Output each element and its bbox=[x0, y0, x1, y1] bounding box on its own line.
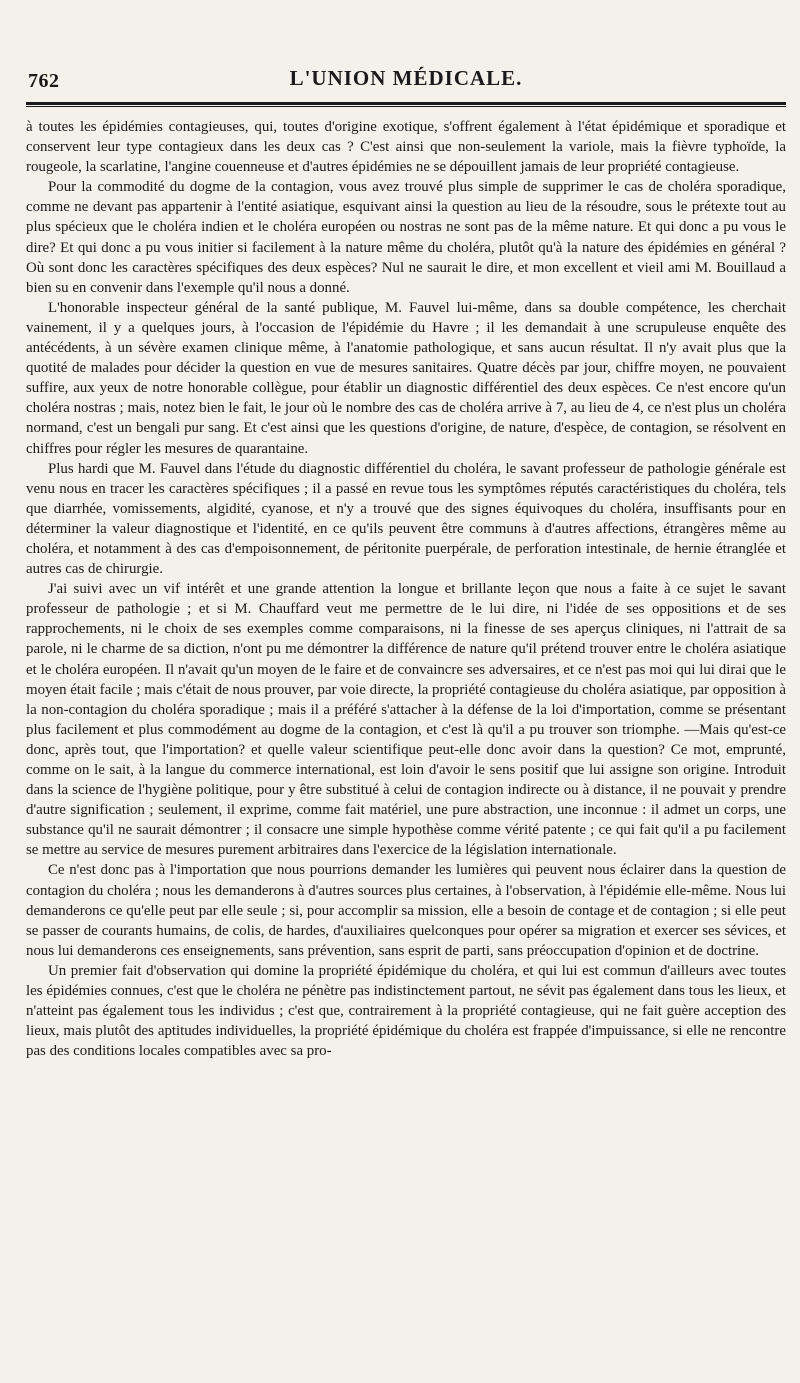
article-body bbox=[26, 117, 786, 1061]
paragraph: J'ai suivi avec un vif intérêt et une grande attention la longue et brillante leçon que nous a faite à ce sujet le savant professeur de pathologie ; et si M. Chauffard veut me permettre de le lui dire, ni l'idée de ses oppositions et de ses rapprochements, ni le choix de ses exemples comme comparaisons, ni la finesse de ses aperçus cliniques, ni l'attrait de sa parole, ni le charme de sa diction, n'ont pu me démontrer la différence de nature qu'il prétend trouver entre le choléra asiatique et le choléra européen. Il n'avait qu'un moyen de le faire et de convaincre ses adversaires, et ce n'est pas moi qui lui dirai que le moyen était facile ; mais c'était de nous prouver, par voie directe, la propriété contagieuse du choléra asiatique, par opposition à la non-contagion du choléra sporadique ; mais il a préféré s'attacher à la défense de la loi d'importation, comme se présentant plus facilement et plus commodément au dogme de la contagion, et c'est là qu'il a pu trouver son triomphe. —Mais qu'est-ce donc, après tout, que l'importation? et quelle valeur scientifique peut-elle donc avoir dans la question? Ce mot, emprunté, comme on le sait, à la langue du commerce international, est loin d'avoir le sens positif que lui assigne son origine. Introduit dans la science de l'hygiène politique, pour y être substitué à celui de contagion indirecte ou à distance, il ne pouvait y prendre d'autre signification ; seulement, il exprime, comme fait matériel, une pure abstraction, une inconnue : il admet un corps, une substance qu'il ne saurait démontrer ; il consacre une simple hypothèse comme vérité patente ; ce qui fait qu'il a pu facilement se mettre au service de mesures purement arbitraires dans l'exercice de la législation internationale. bbox=[26, 581, 786, 859]
paragraph: Un premier fait d'observation qui domine la propriété épidémique du choléra, et qui lui est commun d'ailleurs avec toutes les épidémies connues, c'est que le choléra ne pénètre pas indistinctement partout, ne sévit pas également dans tous les lieux, et n'atteint pas également tous les individus ; c'est que, contrairement à la propriété contagieuse, qui ne fait guère acception des lieux, mais plutôt des aptitudes individuelles, la propriété épidémique du choléra est frappée d'impuissance, si elle ne rencontre pas des conditions locales compatibles avec sa pro- bbox=[26, 962, 786, 1060]
page-header bbox=[26, 62, 786, 92]
running-title: L'UNION MÉDICALE. bbox=[289, 66, 523, 90]
paragraph: Pour la commodité du dogme de la contagion, vous avez trouvé plus simple de supprimer le cas de choléra sporadique, comme ne devant pas appartenir à l'entité asiatique, esquivant ainsi la question au lieu de la résoudre, sous le prétexte tout au plus spécieux que le choléra indien et le choléra européen ou nostras ne sont pas de la même nature. Et qui donc a pu vous le dire? Et qui donc a pu vous initier si facilement à la nature même du choléra, plutôt qu'à la nature des épidémies en général ? Où sont donc les caractères spécifiques des deux espèces? Nul ne saurait le dire, et mon excellent et vieil ami M. Bouillaud a bien su en convenir dans l'exemple qu'il nous a donné. bbox=[26, 179, 786, 296]
page-number: 762 bbox=[28, 70, 60, 92]
paragraph: Plus hardi que M. Fauvel dans l'étude du diagnostic différentiel du choléra, le savant professeur de pathologie générale est venu nous en tracer les caractères spécifiques ; il a passé en revue tous les symptômes réputés caractéristiques du choléra, tels que diarrhée, vomissements, algidité, cyanose, et n'y a trouvé que des signes équivoques du choléra, insuffisants pour en déterminer la valeur diagnostique et l'identité, en ce qu'ils peuvent être communs à d'autres affections, étrangères même au choléra, et notamment à des cas d'empoisonnement, de péritonite puerpérale, de perforation intestinale, de hernie étranglée et autres cas de chirurgie. bbox=[26, 460, 786, 578]
header-rule bbox=[26, 102, 786, 107]
paragraph: Ce n'est donc pas à l'importation que nous pourrions demander les lumières qui peuvent nous éclairer dans la question de contagion du choléra ; nous les demanderons à d'autres sources plus certaines, à l'observation, à l'épidémie elle-même. Nous lui demanderons ce qu'elle peut par elle seule ; si, pour accomplir sa mission, elle a besoin de contage et de contagion ; si elle peut se passer de courants humains, de colis, de hardes, d'auxiliaires quelconques pour opérer sa migration et exercer ses sévices, et nous lui demanderons ces enseignements, sans prévention, sans esprit de parti, sans préoccupation d'opinion et de doctrine. bbox=[26, 862, 786, 959]
paragraph: L'honorable inspecteur général de la santé publique, M. Fauvel lui-même, dans sa double compétence, les cherchait vainement, il y a quelques jours, à l'occasion de l'épidémie du Havre ; il les demandait à une scrupuleuse enquête des antécédents, à un sévère examen clinique même, à l'anatomie pathologique, et sans aucun résultat. Il n'y avait plus que la quotité de malades pour décider la question en vue de mesures sanitaires. Quatre décès par jour, chiffre moyen, ne pouvaient suffire, aux yeux de notre honorable collègue, pour établir un diagnostic différentiel des deux espèces. Ce n'est encore qu'un choléra nostras ; mais, notez bien le fait, le jour où le nombre des cas de choléra arrive à 7, au lieu de 4, ce n'est plus un choléra normand, c'est un bengali pur sang. Et c'est ainsi que les questions d'origine, de nature, d'espèce, de contagion, se résolvent en chiffres pour régler les mesures de quarantaine. bbox=[26, 299, 786, 457]
paragraph: à toutes les épidémies contagieuses, qui, toutes d'origine exotique, s'offrent également à l'état épidémique et sporadique et conservent leur type contagieux dans les deux cas ? C'est ainsi que non-seulement la variole, mais la fièvre typhoïde, la rougeole, la scarlatine, l'angine couenneuse et d'autres épidémies ne se dépouillent jamais de leur propriété contagieuse. bbox=[26, 119, 786, 176]
